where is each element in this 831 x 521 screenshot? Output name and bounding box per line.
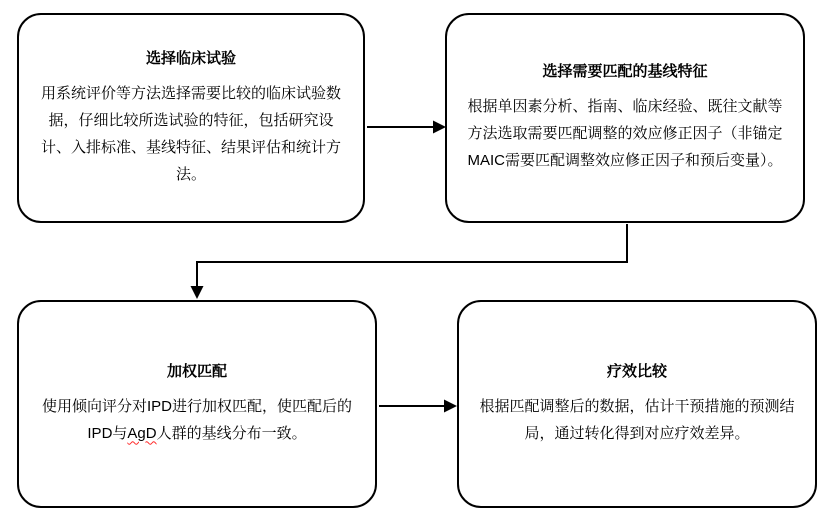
box-title-efficacy-comparison: 疗效比较 [606,362,667,380]
flow-box-select-baseline-characteristics [445,13,805,223]
box-body-select-trials: 用系统评价等方法选择需要比较的临床试验数据，仔细比较所选试验的特征，包括研究设计、入排标准、基线特征、结果评估和统计方法。 [40,84,341,183]
arrowhead-down-icon [191,286,204,299]
box-title-weighted-matching: 加权匹配 [166,362,227,380]
body-text-after-agd: 人群的基线分布一致。 [156,424,307,442]
box-title-select-trials: 选择临床试验 [145,49,236,67]
spellcheck-flagged-word-agd: AgD [127,424,157,442]
arrow-step1-to-step2 [367,121,446,134]
arrow-step2-to-step3-elbow [191,224,628,299]
flow-box-select-trials [17,13,365,223]
arrowhead-right-icon [444,400,457,413]
body-text-before-agd: 使用倾向评分对IPD进行加权匹配，使匹配后的IPD与 [41,397,352,442]
arrow-step3-to-step4 [379,400,457,413]
flow-box-weighted-matching [17,300,377,508]
box-body-select-baseline-characteristics: 根据单因素分析、指南、临床经验、既往文献等方法选取需要匹配调整的效应修正因子（非锚定MAIC需要匹配调整效应修正因子和预后变量）。 [467,98,783,169]
flow-box-efficacy-comparison [457,300,817,508]
box-body-efficacy-comparison: 根据匹配调整后的数据，估计干预措施的预测结局，通过转化得到对应疗效差异。 [479,397,795,442]
box-title-select-baseline-characteristics: 选择需要匹配的基线特征 [542,63,708,80]
box-body-weighted-matching [37,393,357,447]
